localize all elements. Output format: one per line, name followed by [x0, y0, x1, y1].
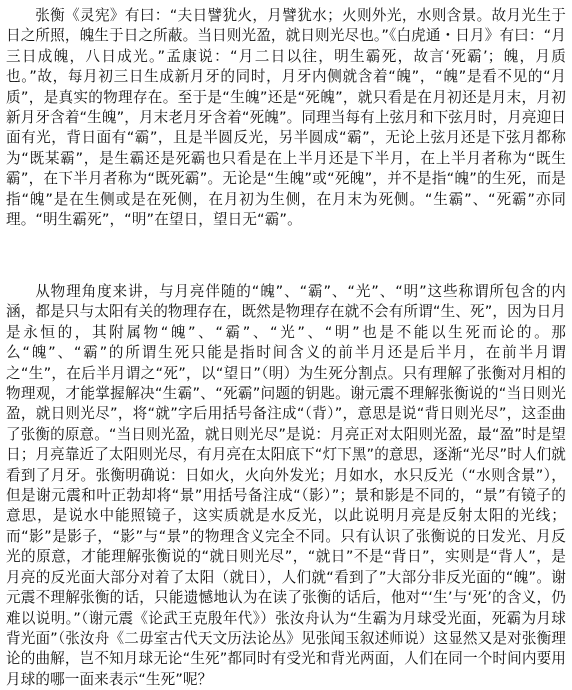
paragraph-lunar-terms: 张衡《灵宪》有曰：“夫日譬犹火，月譬犹水；火则外光，水则含景。故月光生于日之所照，魄生于日之所蔽。当日则光盈，就日则光尽也。”《白虎通・日月》有曰：“月三日成魄，八日成光。”孟康说：“月二日以往，明生霸死，故言‘死霸’；魄，月质也。”故，每月初三日生成新月牙的同时，月牙内侧就含着“魄”，“魄”是看不见的“月质”，是真实的物理存在。至于是“生魄”还是“死魄”，就只看是在月初还是月末，月初新月牙含着“生魄”，月末老月牙含着“死魄”。同理当每有上弦月和下弦月时，月亮迎日面有光，背日面有“霸”，且是半圆反光，另半圆成“霸”，无论上弦月还是下弦月都称为“既某霸”，是生霸还是死霸也只看是在上半月还是下半月，在上半月者称为“既生霸”，在下半月者称为“既死霸”。无论是“生魄”或“死魄”，并不是指“魄”的生死，而是指“魄”是在生侧或是在死侧，在月初为生侧，在月末为死侧。“生霸”、“死霸”亦同理。“明生霸死”，“明”在望日，望日无“霸”。	[6, 7, 566, 229]
paragraph-physics-analysis: 从物理角度来讲，与月亮伴随的“魄”、“霸”、“光”、“明”这些称谓所包含的内涵，都是只与太阳有关的物理存在，既然是物理存在就不会有所谓“生、死”，因为日月是永恒的，其附属物“魄”、“霸”、“光”、“明”也是不能以生死而论的。那么“魄”、“霸”的所谓生死只能是指时间含义的前半月还是后半月，在前半月谓之“生”，在后半月谓之“死”，以“望日”（明）为生死分割点。只有理解了张衡对月相的物理观，才能掌握解决“生霸”、“死霸”问题的钥匙。谢元震不理解张衡说的“当日则光盈，就日则光尽”，将“就”字后用括号备注成“（背）”，意思是说“背日则光尽”，这歪曲了张衡的原意。“当日则光盈，就日则光尽”是说：月亮正对太阳则光盈，最“盈”时是望日；月亮靠近了太阳则光尽，有月亮在太阳底下“灯下黑”的意思，逐渐“光尽”时人们就看到了月牙。张衡明确说：日如火，火向外发光；月如水，水只反光（“水则含景”），但是谢元震和叶正勃却将“景”用括号备注成“（影）”；景和影是不同的，“景”有镜子的意思，是说水中能照镜子，这实质就是水反光，以此说明月亮是反射太阳的光线；而“影”是影子，“影”与“景”的物理含义完全不同。只有认识了张衡说的日发光、月反光的原意，才能理解张衡说的“就日则光尽”，“就日”不是“背日”，实则是“背人”，是月亮的反光面大部分对着了太阳（就日），人们就“看到了”大部分非反光面的“魄”。谢元震不理解张衡的话，只能遗憾地认为在读了张衡的话后，他对“‘生’与‘死’的含义，仍难以说明。”（谢元震《论武王克殷年代》）张汝舟认为“生霸为月球受光面，死霸为月球背光面”（张汝舟《二毋室古代天文历法论丛》见张闻玉叙述师说）这显然又是对张衡理论的曲解，岂不知月球无论“生死”都同时有受光和背光两面，人们在同一个时间内要用月球的哪一面来表示“生死”呢？	[6, 283, 566, 688]
